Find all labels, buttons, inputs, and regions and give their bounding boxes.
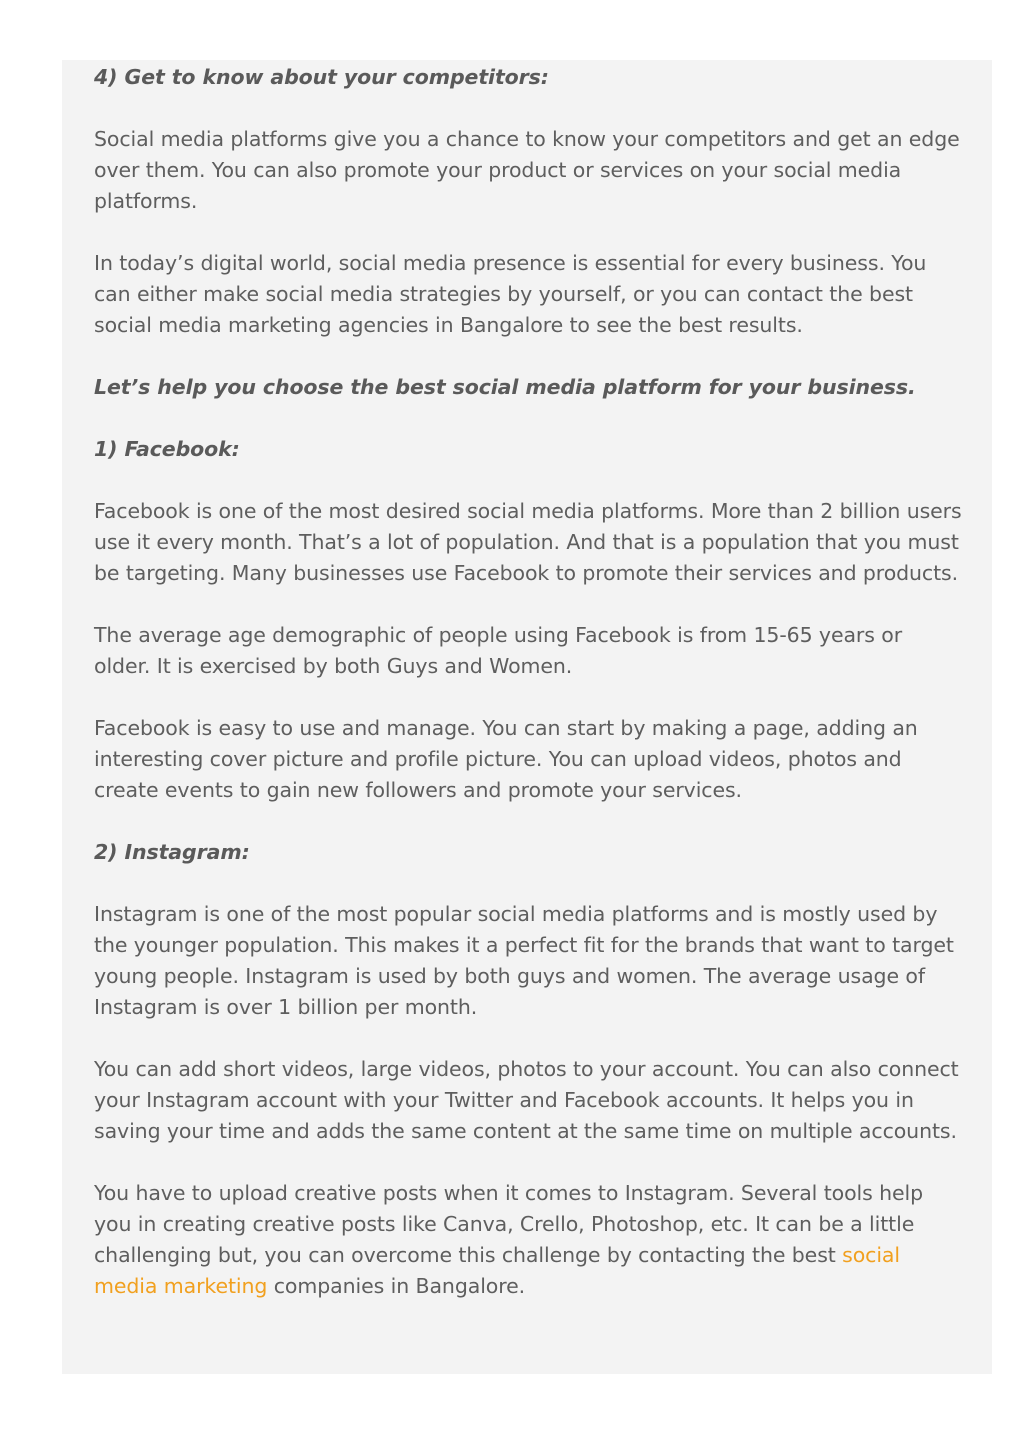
facebook-paragraph-1: Facebook is one of the most desired social media platforms. More than 2 billion users use it every month. That’s a lot of population. And that is a population that you must be targeting. Many businesses use Facebook to promote their services and products. <box>94 499 962 585</box>
instagram-paragraph-3-tail: companies in Bangalore. <box>267 1274 526 1298</box>
facebook-paragraph-3: Facebook is easy to use and manage. You can start by making a page, adding an interesting cover picture and profile picture. You can upload videos, photos and create events to gain new followers and promote your services. <box>94 716 918 802</box>
instagram-paragraph-3 <box>94 1178 964 1302</box>
instagram-paragraph-2: You can add short videos, large videos, photos to your account. You can also connect your Instagram account with your Twitter and Facebook accounts. It helps you in saving your time and adds the same content at the same time on multiple accounts. <box>94 1057 959 1143</box>
facebook-paragraph-2: The average age demographic of people using Facebook is from 15-65 years or older. It is exercised by both Guys and Women. <box>94 623 903 678</box>
competitors-paragraph: Social media platforms give you a chance to know your competitors and get an edge over them. You can also promote your product or services on your social media platforms. <box>94 127 960 213</box>
instagram-paragraph-3-text: You have to upload creative posts when it comes to Instagram. Several tools help you in creating creative posts like Canva, Crello, Photoshop, etc. It can be a little challenging but, you can overcome this challenge by contacting the best <box>94 1181 924 1267</box>
instagram-paragraph-1: Instagram is one of the most popular social media platforms and is mostly used by the younger population. This makes it a perfect fit for the brands that want to target young people. Instagram is used by both guys and women. The average usage of Instagram is over 1 billion per month. <box>94 902 954 1019</box>
competitors-heading: 4) Get to know about your competitors: <box>94 65 549 89</box>
instagram-heading: 2) Instagram: <box>94 840 250 864</box>
choose-platform-heading: Let’s help you choose the best social media platform for your business. <box>94 375 916 399</box>
article-body <box>94 62 964 1333</box>
facebook-heading: 1) Facebook: <box>94 437 240 461</box>
digital-world-paragraph: In today’s digital world, social media presence is essential for every business. You can either make social media strategies by yourself, or you can contact the best social media marketing agencies in Bangalore to see the best results. <box>94 251 927 337</box>
social-media-marketing-link[interactable]: social media marketing <box>94 1243 900 1298</box>
